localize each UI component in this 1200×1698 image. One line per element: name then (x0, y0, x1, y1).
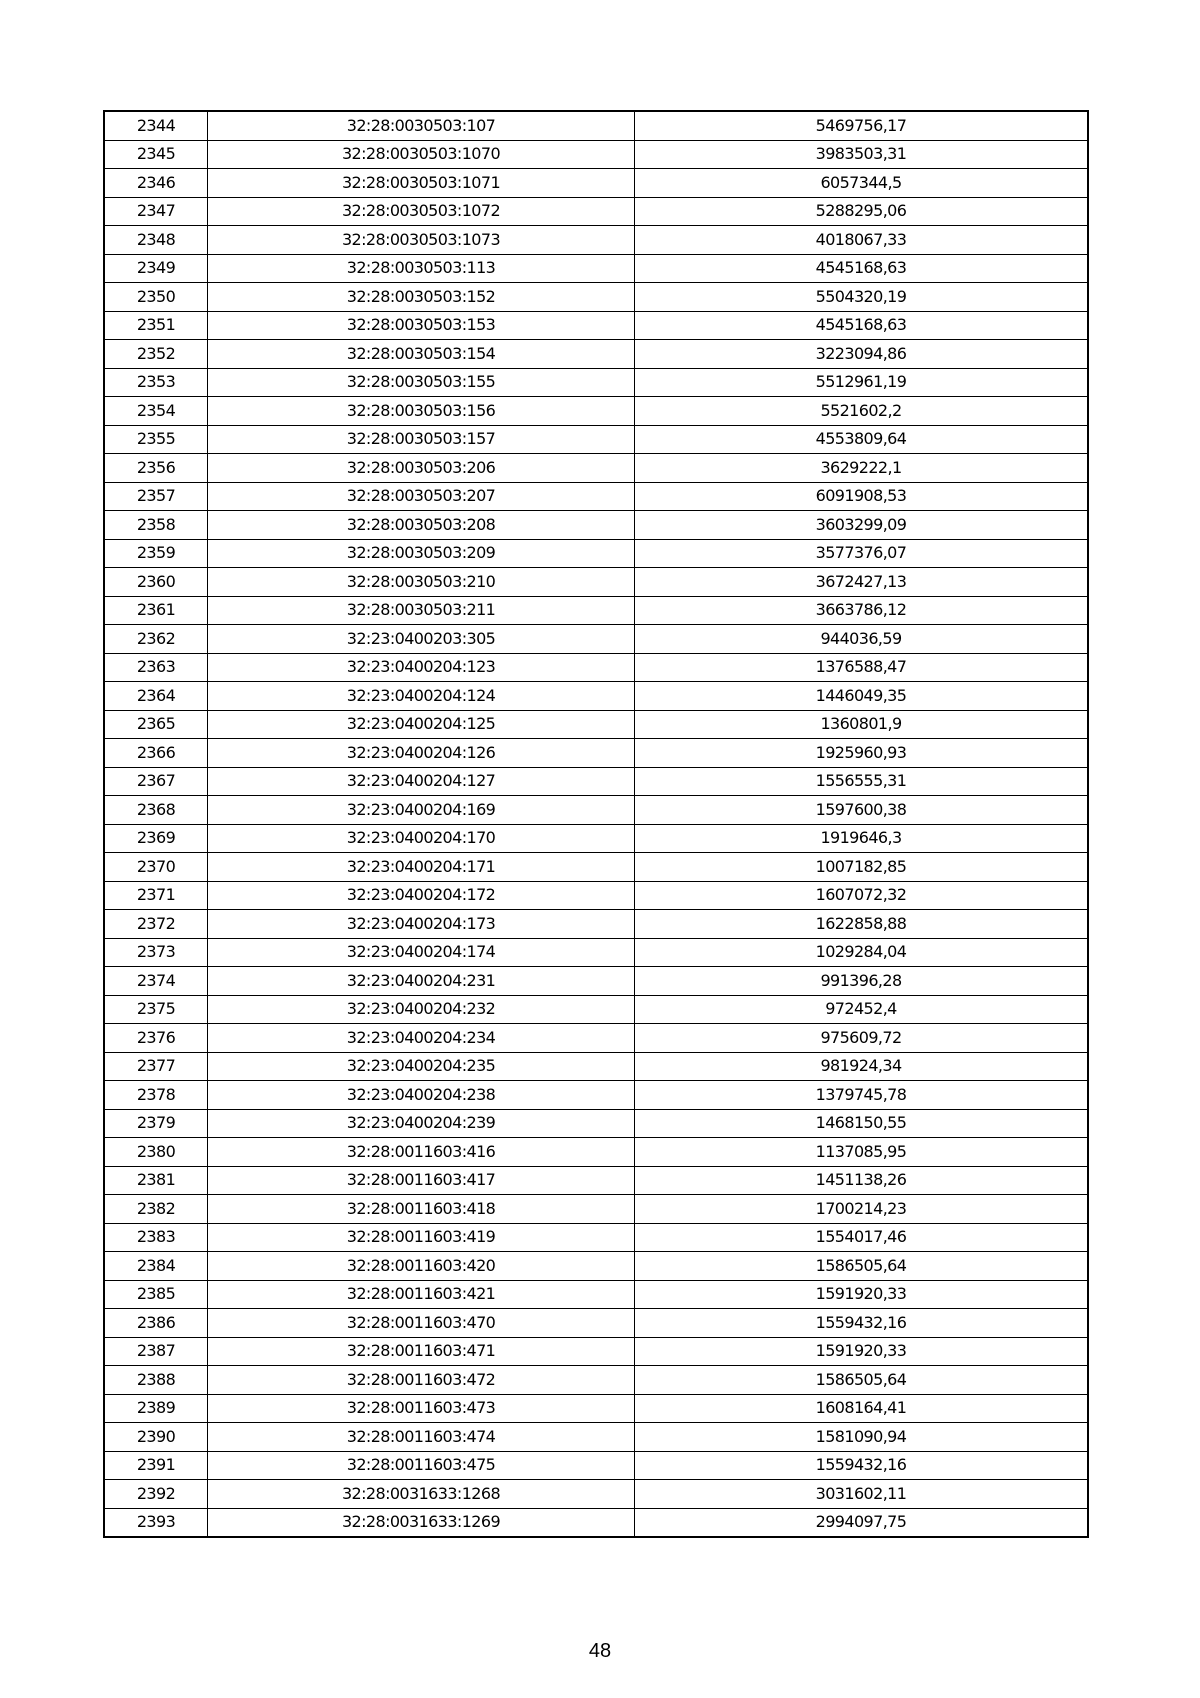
cadastral-value-cell: 2994097,75 (635, 1508, 1089, 1537)
cadastral-number-cell: 32:28:0030503:1071 (208, 169, 635, 198)
cadastral-value-cell: 1925960,93 (635, 739, 1089, 768)
cadastral-number-cell: 32:23:0400204:171 (208, 853, 635, 882)
row-number-cell: 2360 (104, 568, 208, 597)
table-row (104, 1480, 1088, 1509)
row-number-cell: 2354 (104, 397, 208, 426)
cadastral-value-cell: 4018067,33 (635, 226, 1089, 255)
table-row (104, 739, 1088, 768)
row-number-cell: 2393 (104, 1508, 208, 1537)
cadastral-number-cell: 32:28:0011603:472 (208, 1366, 635, 1395)
table-row (104, 1280, 1088, 1309)
cadastral-value-cell: 1622858,88 (635, 910, 1089, 939)
cadastral-value-cell: 3031602,11 (635, 1480, 1089, 1509)
cadastral-value-cell: 981924,34 (635, 1052, 1089, 1081)
cadastral-number-cell: 32:23:0400204:239 (208, 1109, 635, 1138)
cadastral-number-cell: 32:28:0030503:210 (208, 568, 635, 597)
cadastral-value-cell: 1379745,78 (635, 1081, 1089, 1110)
cadastral-value-cell: 3577376,07 (635, 539, 1089, 568)
cadastral-number-cell: 32:23:0400204:123 (208, 653, 635, 682)
cadastral-number-cell: 32:28:0030503:113 (208, 254, 635, 283)
table-row (104, 454, 1088, 483)
table-row (104, 796, 1088, 825)
table-row (104, 1252, 1088, 1281)
table-row (104, 254, 1088, 283)
cadastral-value-cell: 1029284,04 (635, 938, 1089, 967)
table-row (104, 1309, 1088, 1338)
table-row (104, 1024, 1088, 1053)
cadastral-value-cell: 1446049,35 (635, 682, 1089, 711)
table-row (104, 140, 1088, 169)
table-row (104, 767, 1088, 796)
cadastral-number-cell: 32:28:0030503:152 (208, 283, 635, 312)
cadastral-number-cell: 32:28:0011603:419 (208, 1223, 635, 1252)
cadastral-number-cell: 32:23:0400204:125 (208, 710, 635, 739)
row-number-cell: 2375 (104, 995, 208, 1024)
cadastral-value-cell: 1360801,9 (635, 710, 1089, 739)
row-number-cell: 2366 (104, 739, 208, 768)
table-row (104, 368, 1088, 397)
table-body (104, 111, 1088, 1537)
cadastral-number-cell: 32:28:0030503:1073 (208, 226, 635, 255)
cadastral-number-cell: 32:28:0011603:418 (208, 1195, 635, 1224)
cadastral-number-cell: 32:23:0400204:231 (208, 967, 635, 996)
table-row (104, 226, 1088, 255)
row-number-cell: 2369 (104, 824, 208, 853)
table-row (104, 1195, 1088, 1224)
table-row (104, 1109, 1088, 1138)
cadastral-number-cell: 32:28:0011603:421 (208, 1280, 635, 1309)
table-row (104, 1166, 1088, 1195)
row-number-cell: 2345 (104, 140, 208, 169)
cadastral-value-cell: 1919646,3 (635, 824, 1089, 853)
cadastral-value-cell: 1597600,38 (635, 796, 1089, 825)
cadastral-value-cell: 975609,72 (635, 1024, 1089, 1053)
cadastral-value-cell: 3223094,86 (635, 340, 1089, 369)
cadastral-value-cell: 3663786,12 (635, 596, 1089, 625)
cadastral-value-cell: 4545168,63 (635, 254, 1089, 283)
cadastral-number-cell: 32:23:0400204:234 (208, 1024, 635, 1053)
cadastral-number-cell: 32:28:0011603:474 (208, 1423, 635, 1452)
cadastral-value-cell: 991396,28 (635, 967, 1089, 996)
table-row (104, 1366, 1088, 1395)
row-number-cell: 2364 (104, 682, 208, 711)
cadastral-value-cell: 1559432,16 (635, 1309, 1089, 1338)
row-number-cell: 2352 (104, 340, 208, 369)
table-row (104, 1451, 1088, 1480)
row-number-cell: 2359 (104, 539, 208, 568)
row-number-cell: 2353 (104, 368, 208, 397)
cadastral-number-cell: 32:28:0011603:475 (208, 1451, 635, 1480)
cadastral-number-cell: 32:28:0011603:473 (208, 1394, 635, 1423)
cadastral-number-cell: 32:28:0031633:1269 (208, 1508, 635, 1537)
cadastral-number-cell: 32:23:0400204:126 (208, 739, 635, 768)
row-number-cell: 2373 (104, 938, 208, 967)
cadastral-number-cell: 32:28:0030503:207 (208, 482, 635, 511)
row-number-cell: 2367 (104, 767, 208, 796)
cadastral-number-cell: 32:28:0011603:471 (208, 1337, 635, 1366)
row-number-cell: 2358 (104, 511, 208, 540)
cadastral-number-cell: 32:28:0011603:420 (208, 1252, 635, 1281)
cadastral-value-cell: 3603299,09 (635, 511, 1089, 540)
cadastral-value-cell: 1586505,64 (635, 1252, 1089, 1281)
table-row (104, 938, 1088, 967)
cadastral-number-cell: 32:28:0030503:209 (208, 539, 635, 568)
cadastral-number-cell: 32:28:0030503:1072 (208, 197, 635, 226)
table-row (104, 568, 1088, 597)
row-number-cell: 2355 (104, 425, 208, 454)
cadastral-value-cell: 5512961,19 (635, 368, 1089, 397)
cadastral-value-cell: 3672427,13 (635, 568, 1089, 597)
table-row (104, 1052, 1088, 1081)
cadastral-value-cell: 1559432,16 (635, 1451, 1089, 1480)
table-row (104, 482, 1088, 511)
cadastral-number-cell: 32:28:0011603:470 (208, 1309, 635, 1338)
cadastral-number-cell: 32:28:0030503:1070 (208, 140, 635, 169)
cadastral-value-cell: 1700214,23 (635, 1195, 1089, 1224)
cadastral-value-cell: 5469756,17 (635, 111, 1089, 140)
cadastral-value-cell: 1556555,31 (635, 767, 1089, 796)
table-row (104, 169, 1088, 198)
row-number-cell: 2368 (104, 796, 208, 825)
cadastral-number-cell: 32:23:0400204:235 (208, 1052, 635, 1081)
table-row (104, 1394, 1088, 1423)
cadastral-value-cell: 5521602,2 (635, 397, 1089, 426)
cadastral-number-cell: 32:23:0400204:170 (208, 824, 635, 853)
row-number-cell: 2356 (104, 454, 208, 483)
cadastral-number-cell: 32:28:0011603:417 (208, 1166, 635, 1195)
cadastral-value-cell: 1591920,33 (635, 1280, 1089, 1309)
cadastral-value-cell: 1554017,46 (635, 1223, 1089, 1252)
cadastral-value-cell: 1586505,64 (635, 1366, 1089, 1395)
cadastral-number-cell: 32:28:0030503:206 (208, 454, 635, 483)
table-row (104, 511, 1088, 540)
cadastral-value-cell: 3983503,31 (635, 140, 1089, 169)
table-row (104, 710, 1088, 739)
cadastral-value-cell: 972452,4 (635, 995, 1089, 1024)
row-number-cell: 2363 (104, 653, 208, 682)
cadastral-number-cell: 32:28:0030503:208 (208, 511, 635, 540)
row-number-cell: 2344 (104, 111, 208, 140)
table-row (104, 625, 1088, 654)
row-number-cell: 2378 (104, 1081, 208, 1110)
table-row (104, 881, 1088, 910)
table-row (104, 1508, 1088, 1537)
table-row (104, 824, 1088, 853)
cadastral-number-cell: 32:23:0400204:124 (208, 682, 635, 711)
table-row (104, 340, 1088, 369)
cadastral-value-cell: 1451138,26 (635, 1166, 1089, 1195)
page-number: 48 (588, 1640, 612, 1662)
table-row (104, 283, 1088, 312)
row-number-cell: 2357 (104, 482, 208, 511)
cadastral-value-cell: 944036,59 (635, 625, 1089, 654)
row-number-cell: 2372 (104, 910, 208, 939)
cadastral-number-cell: 32:23:0400203:305 (208, 625, 635, 654)
cadastral-number-cell: 32:28:0011603:416 (208, 1138, 635, 1167)
row-number-cell: 2382 (104, 1195, 208, 1224)
cadastral-value-cell: 1376588,47 (635, 653, 1089, 682)
cadastral-value-cell: 1137085,95 (635, 1138, 1089, 1167)
table-row (104, 1337, 1088, 1366)
cadastral-number-cell: 32:28:0030503:155 (208, 368, 635, 397)
row-number-cell: 2348 (104, 226, 208, 255)
cadastral-number-cell: 32:23:0400204:174 (208, 938, 635, 967)
table-row (104, 967, 1088, 996)
cadastral-value-cell: 6091908,53 (635, 482, 1089, 511)
cadastral-value-cell: 1608164,41 (635, 1394, 1089, 1423)
table-row (104, 1138, 1088, 1167)
cadastral-number-cell: 32:28:0031633:1268 (208, 1480, 635, 1509)
cadastral-value-cell: 1007182,85 (635, 853, 1089, 882)
cadastral-value-cell: 3629222,1 (635, 454, 1089, 483)
cadastral-number-cell: 32:23:0400204:238 (208, 1081, 635, 1110)
row-number-cell: 2388 (104, 1366, 208, 1395)
cadastral-value-cell: 5288295,06 (635, 197, 1089, 226)
cadastral-number-cell: 32:28:0030503:153 (208, 311, 635, 340)
cadastral-value-cell: 1581090,94 (635, 1423, 1089, 1452)
table-row (104, 197, 1088, 226)
row-number-cell: 2392 (104, 1480, 208, 1509)
cadastral-number-cell: 32:28:0030503:157 (208, 425, 635, 454)
cadastral-number-cell: 32:28:0030503:211 (208, 596, 635, 625)
table-row (104, 311, 1088, 340)
row-number-cell: 2362 (104, 625, 208, 654)
row-number-cell: 2385 (104, 1280, 208, 1309)
row-number-cell: 2370 (104, 853, 208, 882)
row-number-cell: 2384 (104, 1252, 208, 1281)
cadastral-value-cell: 5504320,19 (635, 283, 1089, 312)
table-row (104, 397, 1088, 426)
row-number-cell: 2383 (104, 1223, 208, 1252)
cadastral-value-cell: 4553809,64 (635, 425, 1089, 454)
row-number-cell: 2387 (104, 1337, 208, 1366)
row-number-cell: 2391 (104, 1451, 208, 1480)
row-number-cell: 2379 (104, 1109, 208, 1138)
table-row (104, 1423, 1088, 1452)
row-number-cell: 2346 (104, 169, 208, 198)
table-row (104, 596, 1088, 625)
cadastral-number-cell: 32:23:0400204:169 (208, 796, 635, 825)
cadastral-number-cell: 32:23:0400204:127 (208, 767, 635, 796)
cadastral-value-cell: 1468150,55 (635, 1109, 1089, 1138)
cadastral-number-cell: 32:28:0030503:156 (208, 397, 635, 426)
table-row (104, 425, 1088, 454)
cadastral-value-cell: 1591920,33 (635, 1337, 1089, 1366)
table-row (104, 853, 1088, 882)
cadastral-value-cell: 6057344,5 (635, 169, 1089, 198)
row-number-cell: 2371 (104, 881, 208, 910)
table-row (104, 910, 1088, 939)
table-row (104, 111, 1088, 140)
cadastral-number-cell: 32:23:0400204:172 (208, 881, 635, 910)
cadastral-number-cell: 32:28:0030503:107 (208, 111, 635, 140)
cadastral-number-cell: 32:23:0400204:173 (208, 910, 635, 939)
cadastral-value-cell: 4545168,63 (635, 311, 1089, 340)
row-number-cell: 2377 (104, 1052, 208, 1081)
row-number-cell: 2350 (104, 283, 208, 312)
row-number-cell: 2374 (104, 967, 208, 996)
cadastral-number-cell: 32:23:0400204:232 (208, 995, 635, 1024)
row-number-cell: 2390 (104, 1423, 208, 1452)
row-number-cell: 2389 (104, 1394, 208, 1423)
row-number-cell: 2386 (104, 1309, 208, 1338)
row-number-cell: 2347 (104, 197, 208, 226)
row-number-cell: 2349 (104, 254, 208, 283)
table-row (104, 1081, 1088, 1110)
row-number-cell: 2380 (104, 1138, 208, 1167)
row-number-cell: 2381 (104, 1166, 208, 1195)
row-number-cell: 2351 (104, 311, 208, 340)
row-number-cell: 2361 (104, 596, 208, 625)
table-row (104, 682, 1088, 711)
table-row (104, 539, 1088, 568)
row-number-cell: 2376 (104, 1024, 208, 1053)
row-number-cell: 2365 (104, 710, 208, 739)
cadastral-number-cell: 32:28:0030503:154 (208, 340, 635, 369)
cadastral-value-cell: 1607072,32 (635, 881, 1089, 910)
table-row (104, 1223, 1088, 1252)
cadastral-value-table (103, 110, 1089, 1538)
table-row (104, 653, 1088, 682)
table-row (104, 995, 1088, 1024)
